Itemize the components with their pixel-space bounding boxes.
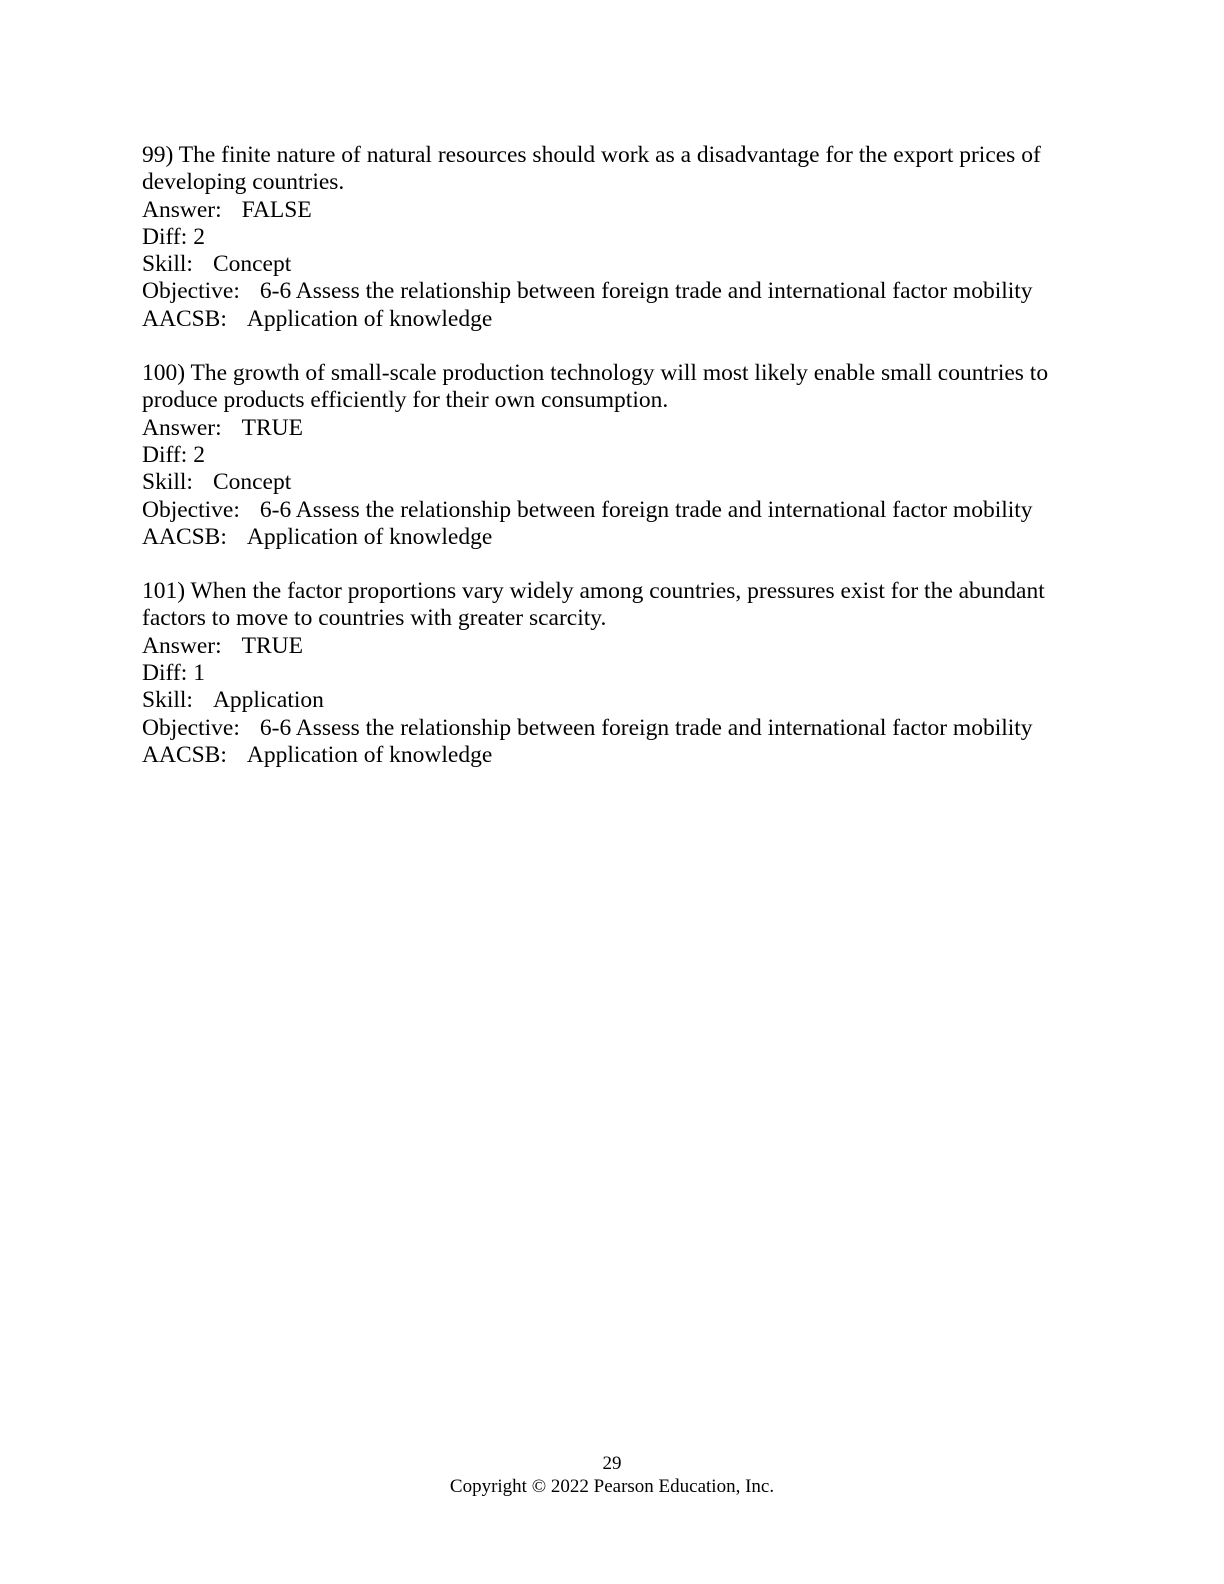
diff-label: Diff:: [142, 660, 188, 687]
diff-line: [142, 224, 1082, 251]
skill-value: Concept: [212, 251, 292, 278]
answer-label: Answer:: [142, 414, 222, 441]
question-list: [142, 142, 1082, 796]
skill-line: [142, 251, 1082, 278]
question-text: 99) The finite nature of natural resources should work as a disadvantage for the export prices of developing countries.: [142, 142, 1041, 196]
skill-label: Skill:: [142, 687, 193, 714]
copyright-notice: Copyright © 2022 Pearson Education, Inc.: [449, 1476, 775, 1497]
question-item: [142, 578, 1082, 769]
objective-value: 6-6 Assess the relationship between foreign trade and international factor mobility: [259, 496, 1033, 523]
aacsb-value: Application of knowledge: [246, 741, 493, 768]
objective-line: [142, 278, 1082, 305]
objective-line: [142, 715, 1082, 742]
diff-line: [142, 660, 1082, 687]
objective-value: 6-6 Assess the relationship between foreign trade and international factor mobility: [259, 278, 1033, 305]
objective-line: [142, 497, 1082, 524]
objective-label: Objective:: [142, 714, 240, 741]
aacsb-label: AACSB:: [142, 741, 227, 768]
aacsb-value: Application of knowledge: [246, 523, 493, 550]
diff-label: Diff:: [142, 223, 188, 250]
answer-line: [142, 633, 1082, 660]
objective-label: Objective:: [142, 496, 240, 523]
aacsb-value: Application of knowledge: [246, 305, 493, 332]
diff-line: [142, 442, 1082, 469]
question-item: [142, 360, 1082, 551]
objective-label: Objective:: [142, 278, 240, 305]
skill-label: Skill:: [142, 469, 193, 496]
question-text: 101) When the factor proportions vary widely among countries, pressures exist for the abundant factors to move to countries with greater scarcity.: [142, 578, 1045, 632]
page-footer: [0, 1452, 1224, 1498]
page-number: 29: [602, 1453, 622, 1474]
diff-value: 2: [193, 441, 206, 468]
aacsb-label: AACSB:: [142, 523, 227, 550]
answer-label: Answer:: [142, 632, 222, 659]
diff-label: Diff:: [142, 441, 188, 468]
answer-line: [142, 197, 1082, 224]
aacsb-line: [142, 742, 1082, 769]
skill-line: [142, 469, 1082, 496]
question-text: 100) The growth of small-scale production technology will most likely enable small countries to produce products efficiently for their own consumption.: [142, 360, 1049, 414]
aacsb-label: AACSB:: [142, 305, 227, 332]
diff-value: 2: [193, 223, 206, 250]
skill-line: [142, 687, 1082, 714]
objective-value: 6-6 Assess the relationship between foreign trade and international factor mobility: [259, 714, 1033, 741]
answer-value: FALSE: [241, 196, 312, 223]
aacsb-line: [142, 306, 1082, 333]
question-item: [142, 142, 1082, 333]
aacsb-line: [142, 524, 1082, 551]
diff-value: 1: [193, 660, 206, 687]
skill-value: Application: [212, 687, 324, 714]
answer-line: [142, 415, 1082, 442]
answer-value: TRUE: [241, 632, 303, 659]
skill-value: Concept: [212, 469, 292, 496]
answer-label: Answer:: [142, 196, 222, 223]
skill-label: Skill:: [142, 251, 193, 278]
answer-value: TRUE: [241, 414, 303, 441]
